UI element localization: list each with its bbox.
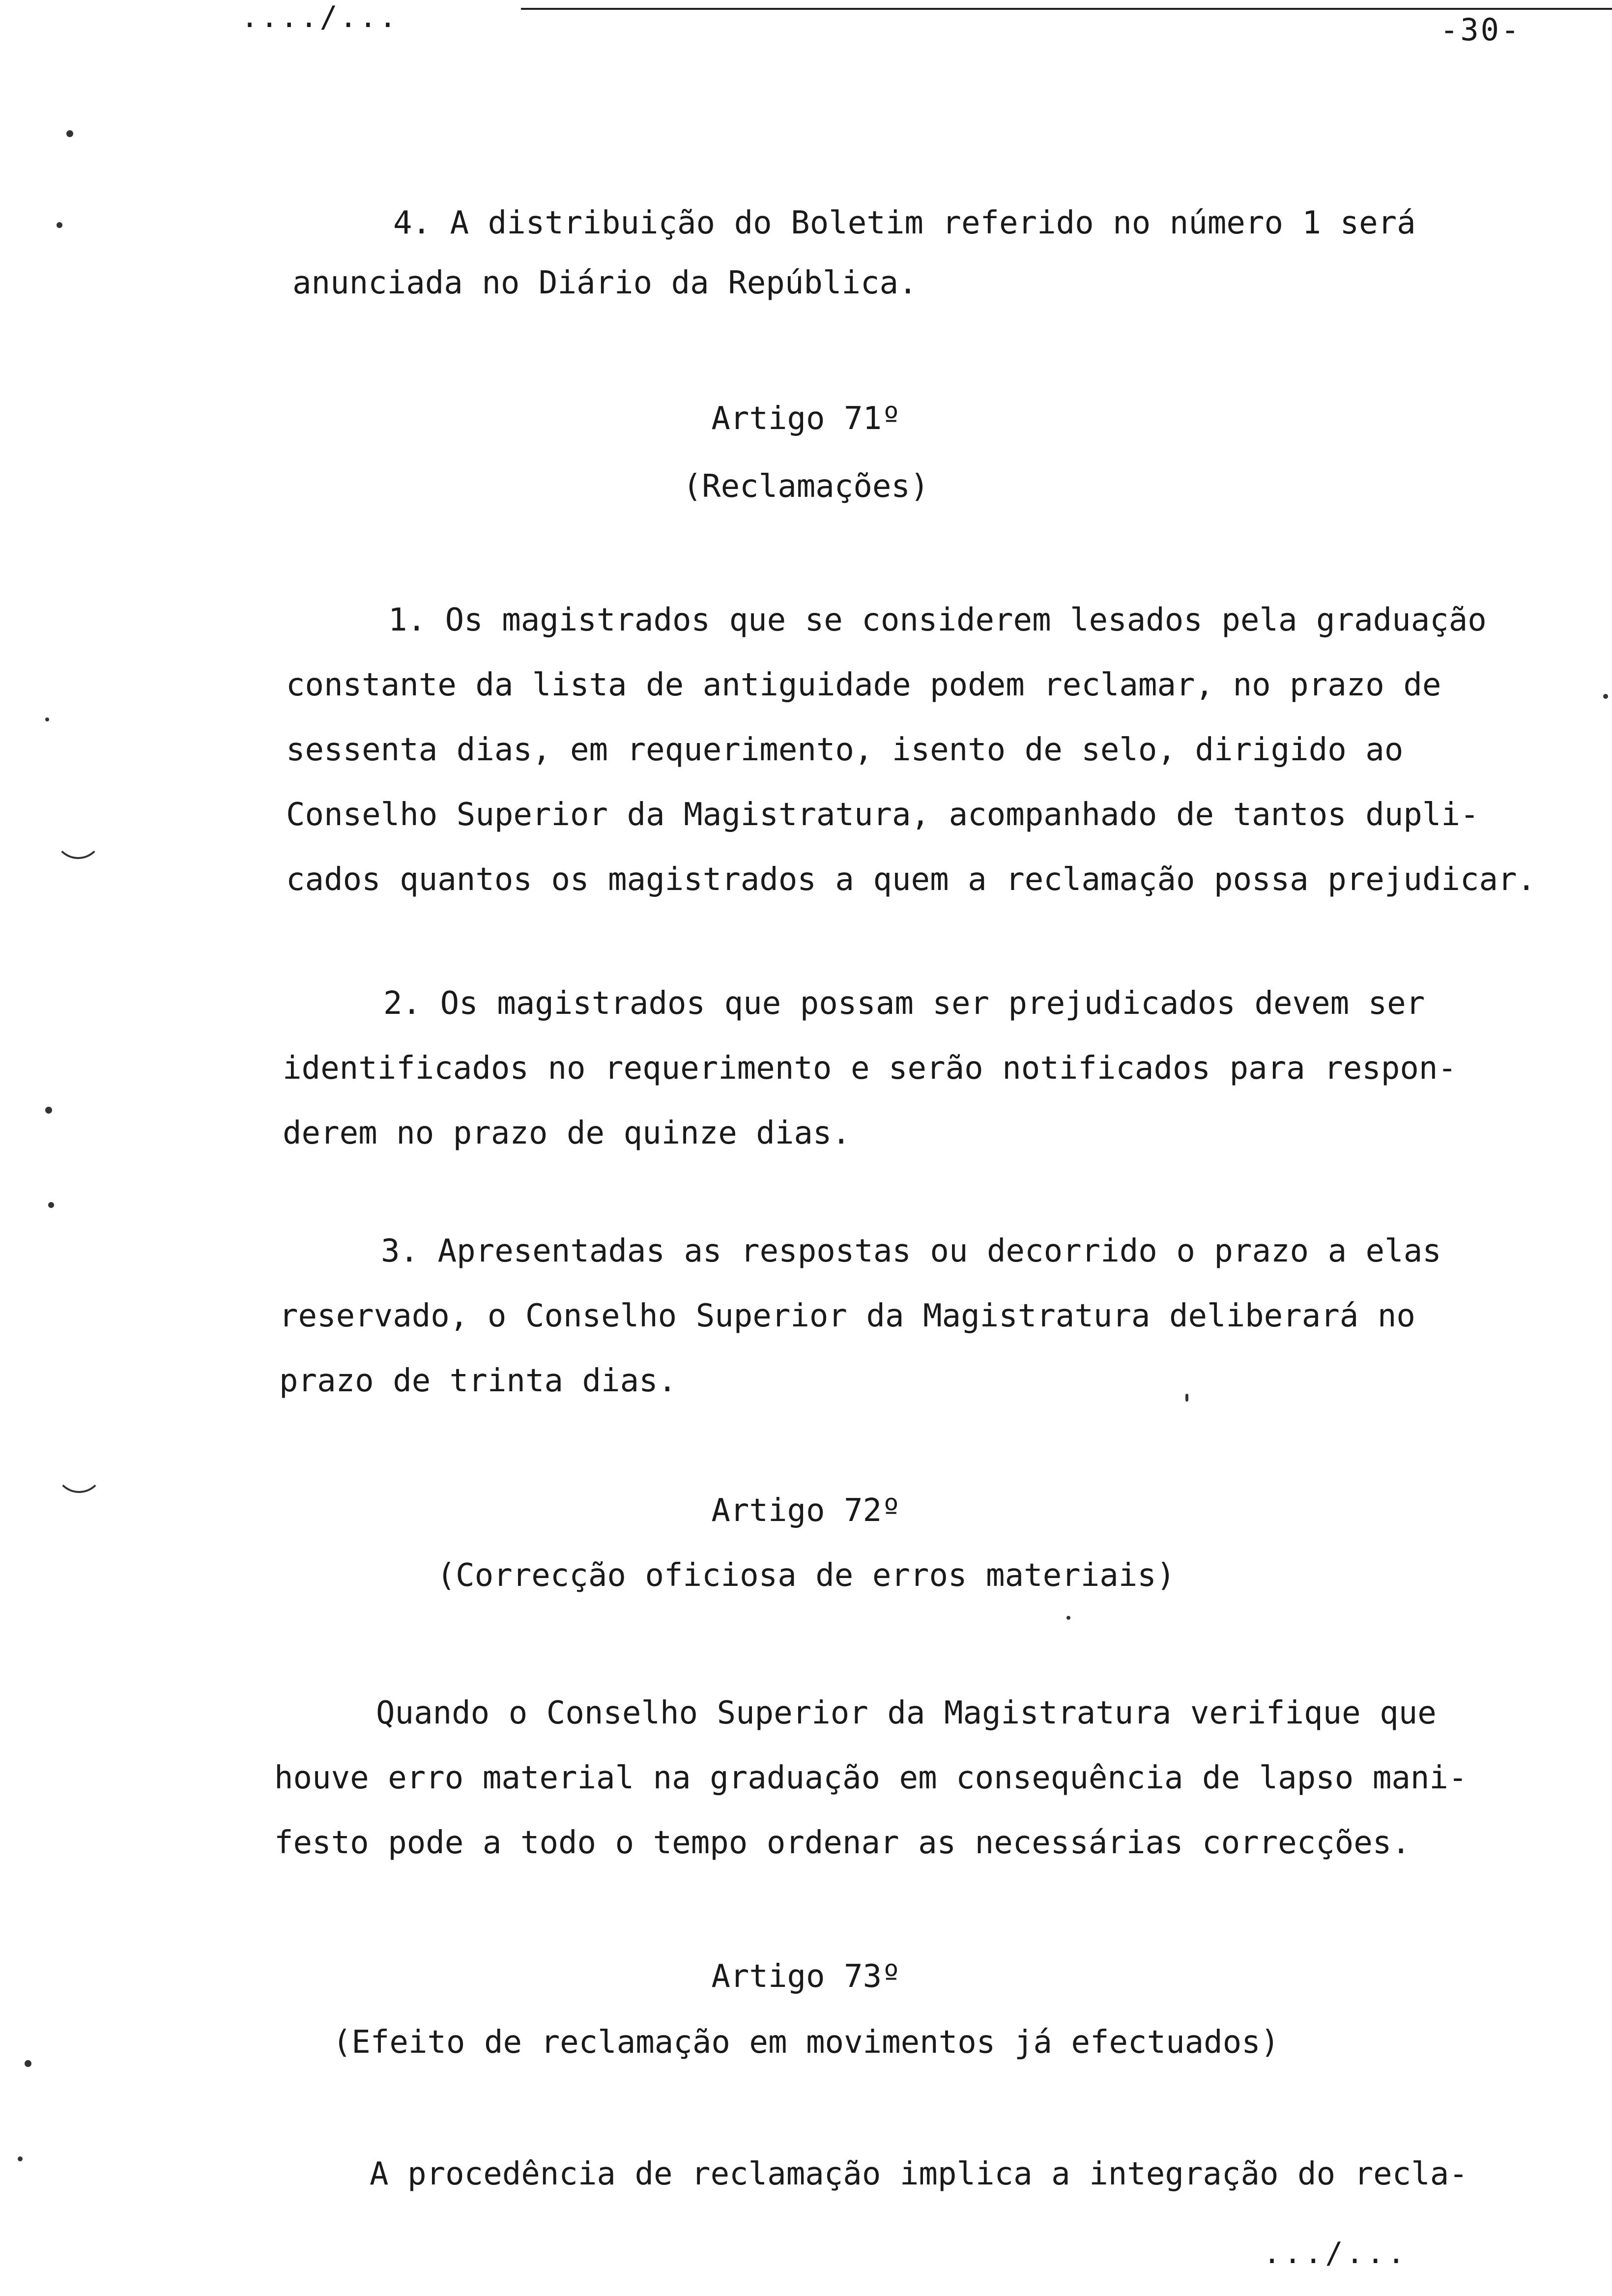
article-71-p3-line-1: 3. Apresentadas as respostas ou decorrido o prazo a elas: [381, 1233, 1441, 1269]
article-73-title: Artigo 73º: [711, 1958, 901, 1995]
article-71-title: Artigo 71º: [711, 401, 901, 437]
article-71-p2-line-1: 2. Os magistrados que possam ser prejudicados devem ser: [383, 985, 1425, 1022]
header-rule: [521, 8, 1612, 10]
scan-punch-hole-arc: [55, 1445, 103, 1493]
article-72-subtitle: (Correcção oficiosa de erros materiais): [436, 1557, 1176, 1594]
header-continuation-mark: ..../...: [241, 0, 399, 34]
paragraph-4-line-1: 4. A distribuição do Boletim referido no número 1 será: [393, 205, 1416, 241]
article-72-line-2: houve erro material na graduação em consequência de lapso mani-: [274, 1760, 1468, 1796]
page-number: -30-: [1440, 12, 1522, 48]
footer-continuation-mark: .../...: [1263, 2236, 1408, 2270]
scan-speck: [25, 2060, 31, 2067]
scan-punch-hole-arc: [54, 811, 102, 859]
article-71-p2-line-3: derem no prazo de quinze dias.: [283, 1115, 851, 1151]
article-71-p1-line-4: Conselho Superior da Magistratura, acompanhado de tantos dupli-: [286, 797, 1479, 833]
article-71-p1-line-2: constante da lista de antiguidade podem reclamar, no prazo de: [286, 667, 1441, 703]
article-73-line-1: A procedência de reclamação implica a integração do recla-: [370, 2156, 1468, 2192]
scan-speck: [45, 718, 49, 721]
article-71-subtitle: (Reclamações): [683, 468, 929, 505]
article-72-line-3: festo pode a todo o tempo ordenar as necessárias correcções.: [274, 1825, 1410, 1861]
article-71-p3-line-3: prazo de trinta dias.: [279, 1363, 677, 1399]
scan-speck: [1185, 1394, 1188, 1402]
article-71-p1-line-5: cados quantos os magistrados a quem a reclamação possa prejudicar.: [286, 861, 1536, 898]
scan-speck: [1603, 694, 1608, 699]
scan-speck: [48, 1202, 54, 1208]
scan-speck: [66, 130, 73, 137]
scan-speck: [1066, 1616, 1070, 1620]
article-72-title: Artigo 72º: [711, 1492, 901, 1529]
article-71-p2-line-2: identificados no requerimento e serão notificados para respon-: [283, 1050, 1457, 1087]
article-71-p3-line-2: reservado, o Conselho Superior da Magistratura deliberará no: [279, 1298, 1415, 1334]
scan-speck: [57, 222, 62, 228]
scan-speck: [18, 2156, 23, 2161]
article-71-p1-line-3: sessenta dias, em requerimento, isento de selo, dirigido ao: [286, 732, 1404, 768]
article-73-subtitle: (Efeito de reclamação em movimentos já efectuados): [332, 2024, 1280, 2061]
article-71-p1-line-1: 1. Os magistrados que se considerem lesados pela graduação: [388, 602, 1487, 638]
article-72-line-1: Quando o Conselho Superior da Magistratura verifique que: [376, 1695, 1437, 1731]
scan-speck: [45, 1107, 52, 1114]
paragraph-4-line-2: anunciada no Diário da República.: [292, 265, 918, 301]
